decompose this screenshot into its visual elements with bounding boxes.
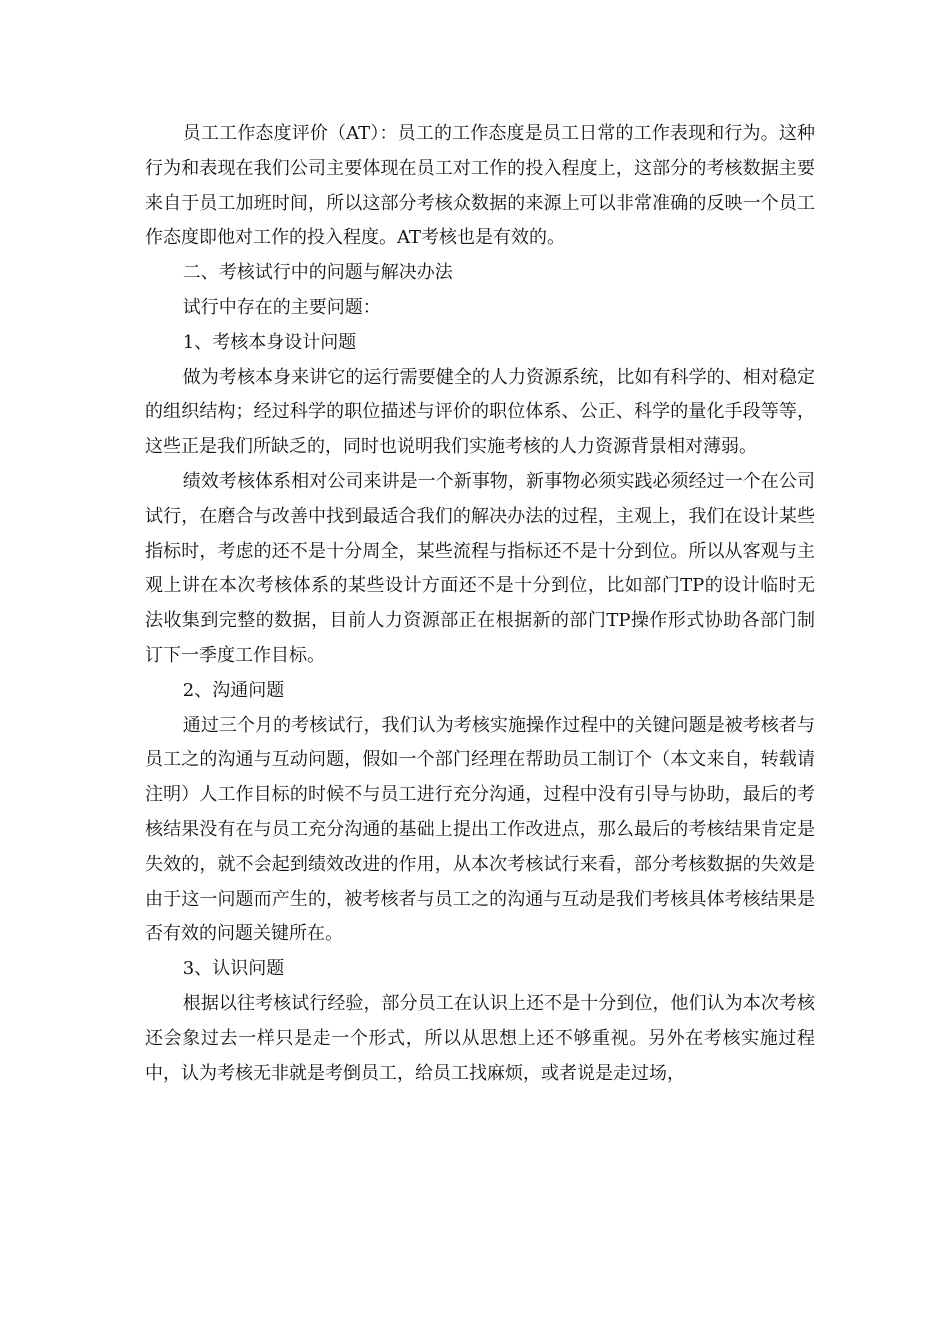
document-body: [145, 117, 815, 1091]
heading-communication-issue: 2、沟通问题: [182, 679, 285, 701]
heading-awareness-issue: 3、认识问题: [182, 958, 285, 980]
paragraph-attitude-evaluation: 员工工作态度评价（AT）：员工的工作态度是员工日常的工作表现和行为。这种行为和表现在我们公司主要体现在员工对工作的投入程度上，这部分的考核数据主要来自于员工加班时间，所以这部分考核众数据的来源上可以非常准确的反映一个员工作态度即他对工作的投入程度。AT考核也是有效的。: [145, 123, 815, 249]
paragraph-awareness: 根据以往考核试行经验，部分员工在认识上还不是十分到位，他们认为本次考核还会象过去一样只是走一个形式，所以从思想上还不够重视。另外在考核实施过程中，认为考核无非就是考倒员工，给员工找麻烦，或者说是走过场，: [145, 992, 815, 1084]
heading-design-issue: 1、考核本身设计问题: [182, 331, 357, 353]
subheading-main-problems: 试行中存在的主要问题：: [182, 296, 381, 318]
paragraph-hr-system: 做为考核本身来讲它的运行需要健全的人力资源系统，比如有科学的、相对稳定的组织结构；经过科学的职位描述与评价的职位体系、公正、科学的量化手段等等，这些正是我们所缺乏的，同时也说明我们实施考核的人力资源背景相对薄弱。: [145, 366, 815, 458]
paragraph-communication: 通过三个月的考核试行，我们认为考核实施操作过程中的关键问题是被考核者与员工之的沟通与互动问题，假如一个部门经理在帮助员工制订个（本文来自，转载请注明）人工作目标的时候不与员工进行充分沟通，过程中没有引导与协助，最后的考核结果没有在与员工充分沟通的基础上提出工作改进点，那么最后的考核结果肯定是失效的，就不会起到绩效改进的作用，从本次考核试行来看，部分考核数据的失效是由于这一问题而产生的，被考核者与员工之的沟通与互动是我们考核具体考核结果是否有效的问题关键所在。: [145, 714, 815, 945]
paragraph-new-system: 绩效考核体系相对公司来讲是一个新事物，新事物必须实践必须经过一个在公司试行，在磨合与改善中找到最适合我们的解决办法的过程，主观上，我们在设计某些指标时，考虑的还不是十分周全，某些流程与指标还不是十分到位。所以从客观与主观上讲在本次考核体系的某些设计方面还不是十分到位，比如部门TP的设计临时无法收集到完整的数据，目前人力资源部正在根据新的部门TP操作形式协助各部门制订下一季度工作目标。: [145, 470, 815, 666]
section-heading-problems-solutions: 二、考核试行中的问题与解决办法: [182, 262, 453, 284]
